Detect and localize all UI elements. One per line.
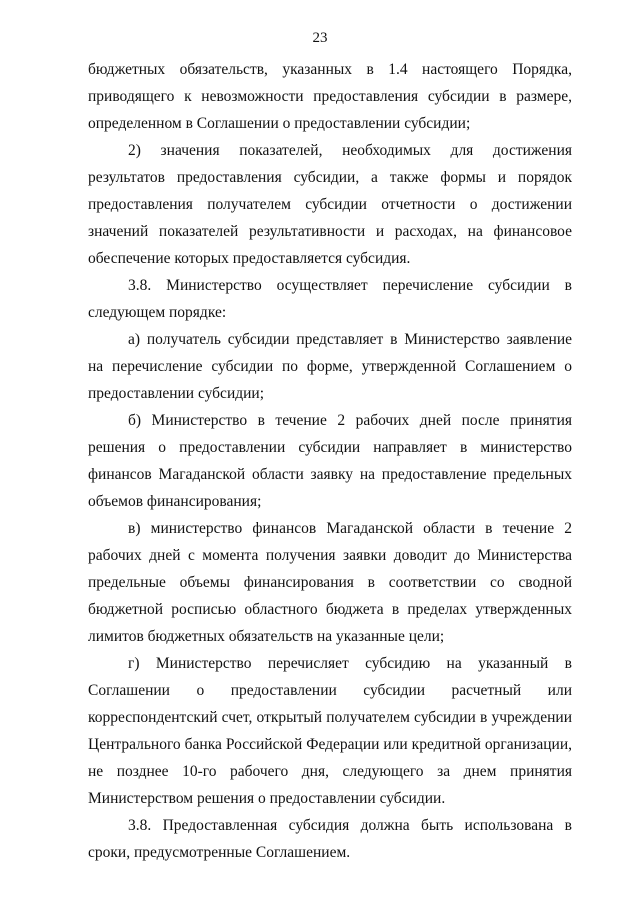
paragraph-item-v: в) министерство финансов Магаданской области в течение 2 рабочих дней с момента получения заявки доводит до Министерства предельные объемы финансирования в соответствии со сводной бюджетной росписью областного бюджета в пределах утвержденных лимитов бюджетных обязательств на указанные цели; (88, 520, 572, 645)
paragraph-item-2: 2) значения показателей, необходимых для достижения результатов предоставления субсидии, а также формы и порядок предоставления получателем субсидии отчетности о достижении значений показателей результативности и расходах, на финансовое обеспечение которых предоставляется субсидия. (88, 142, 572, 267)
paragraph-section-3-8-usage: 3.8. Предоставленная субсидия должна быть использована в сроки, предусмотренные Соглашением. (88, 817, 572, 861)
paragraph-item-b: б) Министерство в течение 2 рабочих дней после принятия решения о предоставлении субсидии направляет в министерство финансов Магаданской области заявку на предоставление предельных объемов финансирования; (88, 412, 572, 510)
document-body (88, 56, 572, 866)
page-number: 23 (312, 30, 328, 46)
paragraph-item-g: г) Министерство перечисляет субсидию на указанный в Соглашении о предоставлении субсидии расчетный или корреспондентский счет, открытый получателем субсидии в учреждении Центрального банка Российской Федерации или кредитной организации, не позднее 10-го рабочего дня, следующего за днем принятия Министерством решения о предоставлении субсидии. (88, 655, 572, 807)
paragraph-item-a: а) получатель субсидии представляет в Министерство заявление на перечисление субсидии по форме, утвержденной Соглашением о предоставлении субсидии; (88, 331, 572, 402)
paragraph-section-3-8: 3.8. Министерство осуществляет перечисление субсидии в следующем порядке: (88, 277, 572, 321)
paragraph-continuation: бюджетных обязательств, указанных в 1.4 настоящего Порядка, приводящего к невозможности предоставления субсидии в размере, определенном в Соглашении о предоставлении субсидии; (88, 61, 572, 132)
